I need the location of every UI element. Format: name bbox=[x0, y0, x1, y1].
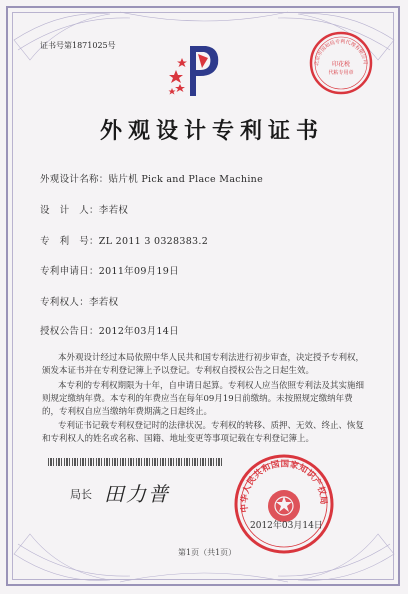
svg-text:中华人民共和国国家知识产权局: 中华人民共和国国家知识产权局 bbox=[239, 459, 329, 513]
body-paragraph-1: 本外观设计经过本局依照中华人民共和国专利法进行初步审查，决定授予专利权，颁发本证书并在专利登记簿上予以登记。专利权自授权公告之日起生效。 bbox=[42, 353, 365, 376]
grant-date-field: 授权公告日：2012年03月14日 bbox=[40, 326, 179, 337]
official-seal bbox=[232, 452, 336, 556]
svg-text:北京市国知局专利代理有限公司: 北京市国知局专利代理有限公司 bbox=[313, 38, 369, 67]
svg-text:代粘专用章: 代粘专用章 bbox=[328, 70, 354, 76]
patent-office-logo bbox=[168, 40, 228, 102]
director-signature: 田力普 bbox=[104, 482, 170, 506]
designer-field: 设 计 人：李若权 bbox=[40, 205, 129, 216]
certificate-number: 证书号第1871025号 bbox=[40, 41, 116, 50]
body-paragraph-3: 专利证书记载专利权登记时的法律状况。专利权的转移、质押、无效、终止、恢复和专利权人的姓名或名称、国籍、地址变更等事项记载在专利登记簿上。 bbox=[42, 421, 365, 444]
body-paragraph-2: 本专利的专利权期限为十年，自申请日起算。专利权人应当依照专利法及其实施细则规定缴纳年费。本专利的年费应当在每年09月19日前缴纳。未按照规定缴纳年费的，专利权自应当缴纳年费期满之日起终止。 bbox=[42, 381, 365, 417]
page-footer: 第1页（共1页） bbox=[178, 548, 237, 557]
patent-number-field: 专 利 号：ZL 2011 3 0328383.2 bbox=[40, 236, 209, 247]
signature-label: 局长 bbox=[70, 488, 92, 501]
certificate-title: 外观设计专利证书 bbox=[100, 118, 325, 144]
seal-date: 2012年03月14日 bbox=[250, 521, 323, 531]
svg-text:印花税: 印花税 bbox=[331, 61, 351, 68]
patentee-field: 专利权人：李若权 bbox=[40, 297, 119, 308]
agency-stamp bbox=[308, 30, 374, 96]
filing-date-field: 专利申请日：2011年09月19日 bbox=[40, 266, 179, 277]
design-name-field: 外观设计名称：贴片机 Pick and Place Machine bbox=[40, 174, 263, 185]
barcode bbox=[48, 458, 223, 466]
